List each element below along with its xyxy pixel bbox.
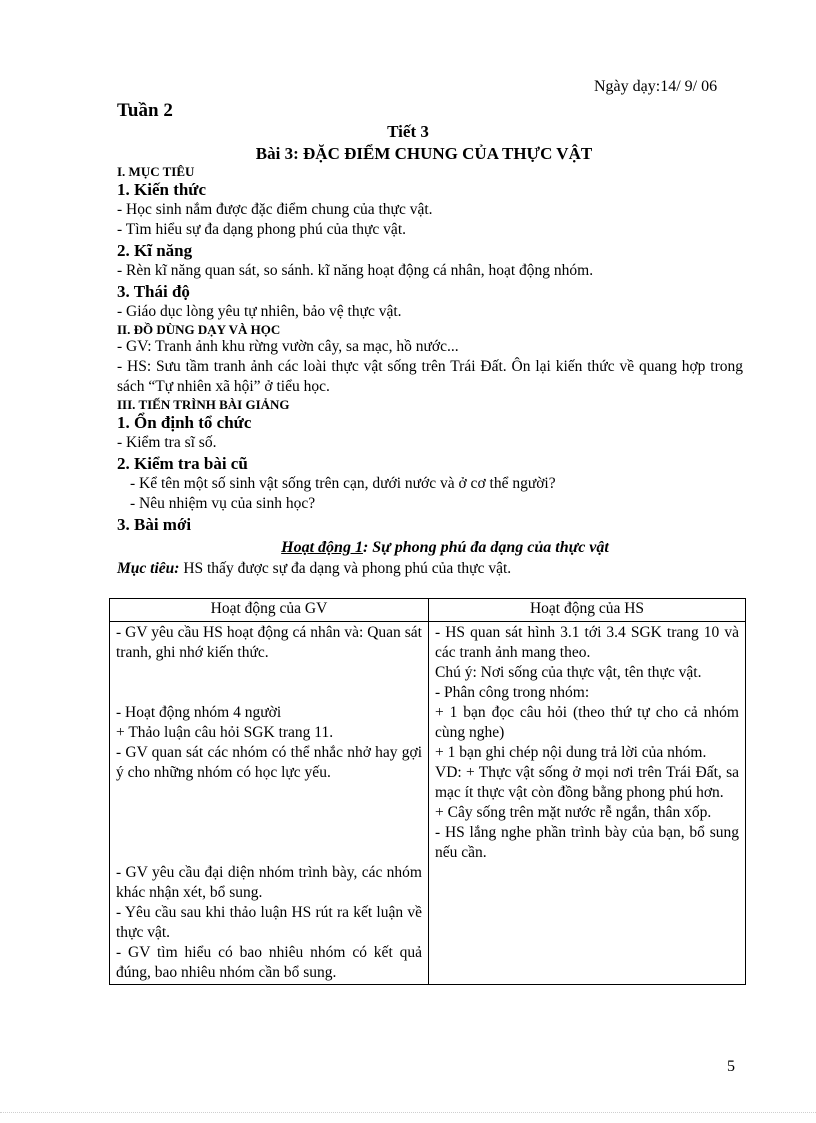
list-item: - HS lắng nghe phần trình bày của bạn, bổ sung nếu cần. — [435, 824, 739, 861]
heading-materials: II. ĐỒ DÙNG DẠY VÀ HỌC — [117, 322, 281, 337]
heading-skills: 2. Kĩ năng — [117, 241, 193, 260]
list-item: - Hoạt động nhóm 4 người — [116, 704, 282, 721]
list-item: - HS: Sưu tầm tranh ảnh các loài thực vật sống trên Trái Đất. Ôn lại kiến thức về quang hợp trong sách “Tự nhiên xã hội” ở tiểu học. — [117, 358, 743, 395]
activity-goal — [117, 559, 743, 579]
teaching-date: Ngày dạy:14/ 9/ 06 — [594, 78, 718, 95]
heading-procedure: III. TIẾN TRÌNH BÀI GIẢNG — [117, 397, 290, 412]
page-number: 5 — [727, 1058, 735, 1075]
list-item: - GV yêu cầu đại diện nhóm trình bày, các nhóm khác nhận xét, bổ sung. — [116, 864, 422, 901]
heading-knowledge: 1. Kiến thức — [117, 180, 207, 199]
lesson-number: Tiết 3 — [387, 122, 429, 141]
list-item: - Nêu nhiệm vụ của sinh học? — [130, 495, 316, 512]
lesson-title: Bài 3: ĐẶC ĐIỂM CHUNG CỦA THỰC VẬT — [255, 144, 593, 163]
table-header-row — [110, 599, 746, 622]
header-student: Hoạt động của HS — [429, 599, 746, 622]
list-item: - GV tìm hiểu có bao nhiêu nhóm có kết quả đúng, bao nhiêu nhóm cần bổ sung. — [116, 944, 422, 981]
goal-label: Mục tiêu: — [117, 560, 180, 577]
heading-new-lesson: 3. Bài mới — [117, 515, 192, 534]
list-item: - GV quan sát các nhóm có thể nhắc nhở hay gợi ý cho những nhóm có học lực yếu. — [116, 744, 422, 781]
list-item: - GV: Tranh ảnh khu rừng vườn cây, sa mạc, hồ nước... — [117, 338, 459, 355]
list-item: - Tìm hiểu sự đa dạng phong phú của thực vật. — [117, 221, 406, 238]
list-item: - Học sinh nắm được đặc điểm chung của thực vật. — [117, 201, 433, 218]
week-label: Tuần 2 — [117, 100, 173, 121]
list-item: - GV yêu cầu HS hoạt động cá nhân và: Quan sát tranh, ghi nhớ kiến thức. — [116, 624, 422, 661]
heading-class-organization: 1. Ổn định tổ chức — [117, 413, 252, 432]
footer-divider — [0, 1112, 816, 1113]
student-activities-cell — [429, 622, 746, 985]
goal-text: HS thấy được sự đa dạng và phong phú của thực vật. — [179, 560, 512, 577]
list-item: - HS quan sát hình 3.1 tới 3.4 SGK trang 10 và các tranh ảnh mang theo. — [435, 624, 739, 661]
list-item: + Thảo luận câu hỏi SGK trang 11. — [116, 724, 334, 741]
list-item: VD: + Thực vật sống ở mọi nơi trên Trái Đất, sa mạc ít thực vật còn đồng bằng phong phú hơn. — [435, 764, 739, 801]
list-item: + Cây sống trên mặt nước rễ ngắn, thân xốp. — [435, 804, 712, 821]
heading-old-lesson-check: 2. Kiểm tra bài cũ — [117, 454, 248, 473]
list-item: - Giáo dục lòng yêu tự nhiên, bảo vệ thực vật. — [117, 303, 402, 320]
list-item: - Kể tên một số sinh vật sống trên cạn, dưới nước và ở cơ thể người? — [130, 475, 556, 492]
activity-heading — [117, 537, 743, 559]
list-item: - Phân công trong nhóm: — [435, 684, 590, 701]
list-item: - Kiểm tra sĩ số. — [117, 434, 217, 451]
list-item: Chú ý: Nơi sống của thực vật, tên thực vật. — [435, 664, 702, 681]
list-item: + 1 bạn ghi chép nội dung trả lời của nhóm. — [435, 744, 707, 761]
heading-objectives: I. MỤC TIÊU — [117, 164, 195, 179]
activity-label: Hoạt động 1 — [281, 539, 363, 556]
header-teacher: Hoạt động của GV — [110, 599, 429, 622]
list-item: + 1 bạn đọc câu hỏi (theo thứ tự cho cả nhóm cùng nghe) — [435, 704, 739, 741]
activity-title: : Sự phong phú đa dạng của thực vật — [362, 539, 609, 556]
list-item: - Yêu cầu sau khi thảo luận HS rút ra kết luận về thực vật. — [116, 904, 422, 941]
lesson-body — [117, 164, 743, 579]
list-item: - Rèn kĩ năng quan sát, so sánh. kĩ năng hoạt động cá nhân, hoạt động nhóm. — [117, 262, 594, 279]
heading-attitude: 3. Thái độ — [117, 282, 190, 301]
table-row — [110, 622, 746, 985]
activity-table — [109, 598, 746, 985]
teacher-activities-cell — [110, 622, 429, 985]
